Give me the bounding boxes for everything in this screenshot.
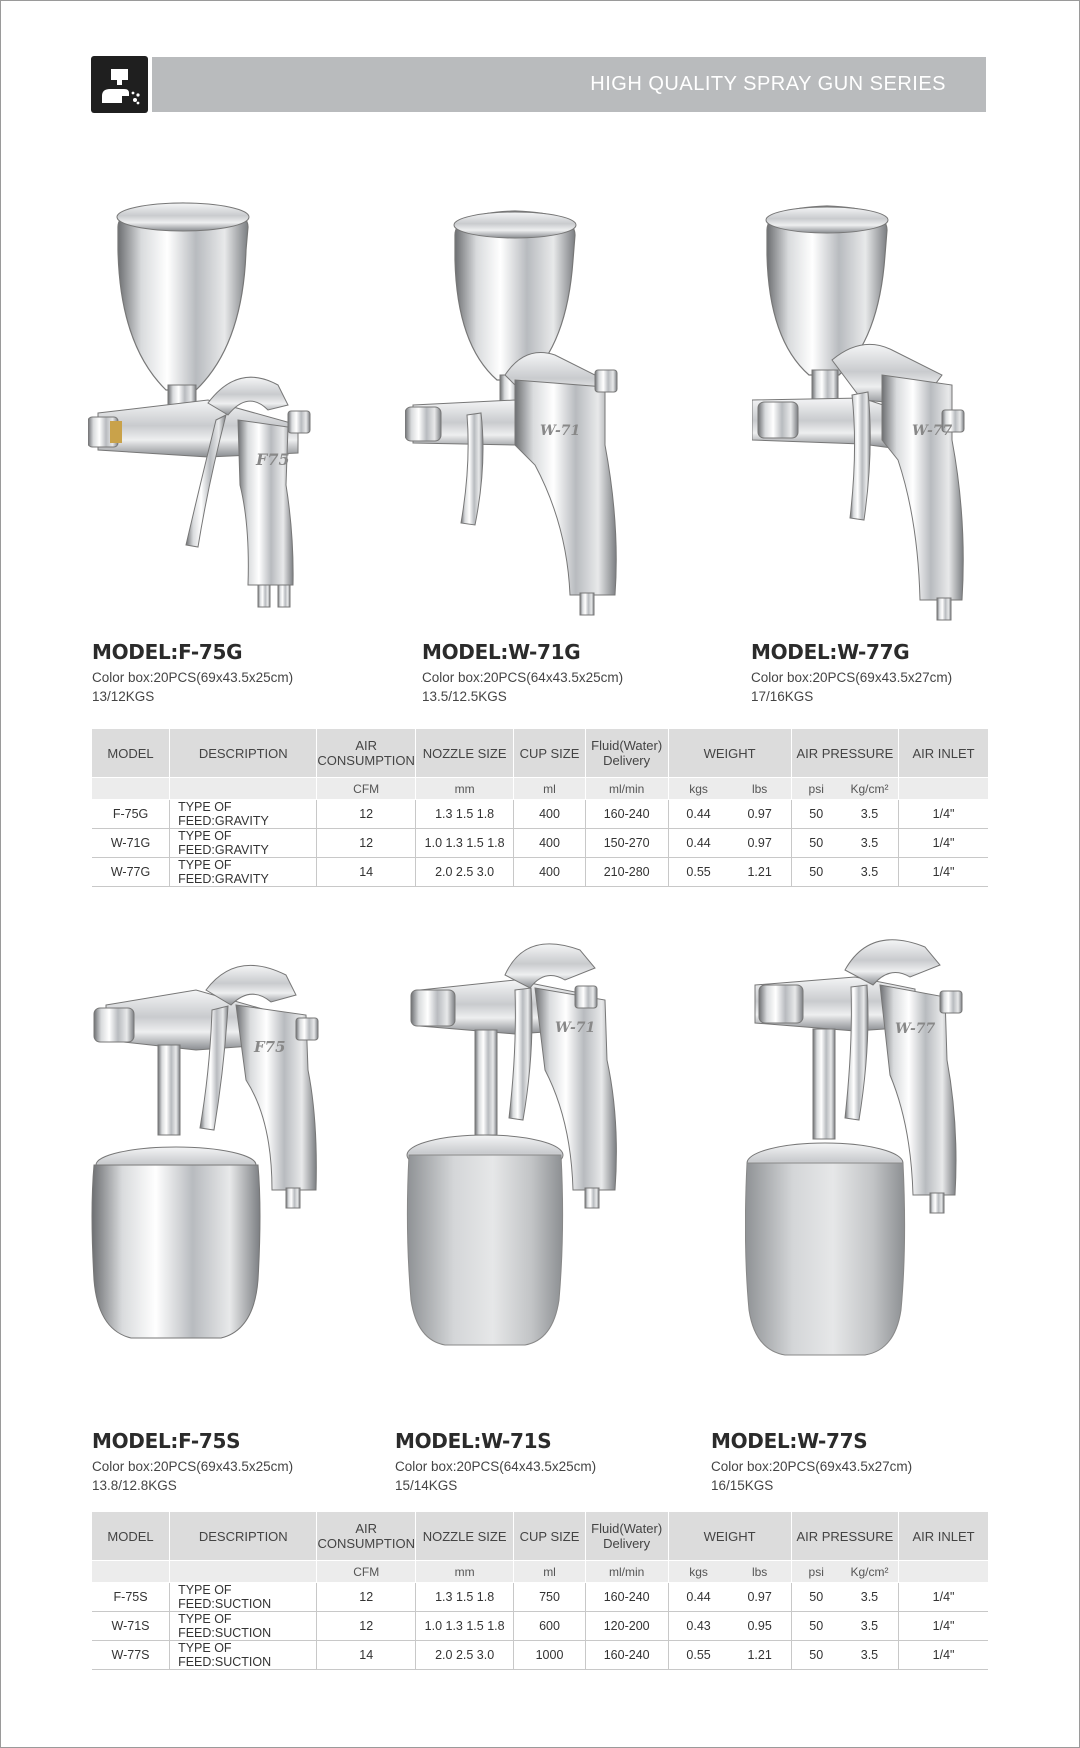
model-caption <box>751 640 952 705</box>
column-header: NOZZLE SIZE <box>415 729 513 778</box>
model-name: MODEL:F-75G <box>92 640 243 664</box>
model-name: MODEL:W-71G <box>422 640 581 664</box>
unit-cell: psi <box>791 1561 841 1583</box>
table-cell: 160-240 <box>585 800 668 829</box>
table-cell: W-71S <box>92 1612 170 1641</box>
table-cell: 3.5 <box>841 1641 899 1670</box>
table-cell: TYPE OF FEED:GRAVITY <box>170 858 317 887</box>
spray-gun-image <box>86 950 346 1395</box>
packing-info: Color box:20PCS(69x43.5x25cm) <box>92 670 294 685</box>
unit-cell: ml <box>514 1561 585 1583</box>
table-cell: 1/4" <box>899 829 988 858</box>
column-header: AIR CONSUMPTION <box>317 1512 416 1561</box>
table-cell: 1.21 <box>729 858 792 887</box>
gravity-spec-table <box>92 729 988 887</box>
table-cell: W-71G <box>92 829 170 858</box>
column-header: NOZZLE SIZE <box>415 1512 513 1561</box>
unit-cell: lbs <box>729 1561 792 1583</box>
table-cell: 1/4" <box>899 800 988 829</box>
gross-net-weight: 15/14KGS <box>395 1478 458 1493</box>
unit-cell <box>170 1561 317 1583</box>
column-header: CUP SIZE <box>514 729 585 778</box>
table-cell: 0.44 <box>668 829 729 858</box>
table-cell: 1.21 <box>729 1641 792 1670</box>
unit-cell <box>899 778 988 800</box>
table-cell: W-77G <box>92 858 170 887</box>
table-cell: 1/4" <box>899 1583 988 1612</box>
table-cell: 12 <box>317 1612 416 1641</box>
table-cell: TYPE OF FEED:SUCTION <box>170 1612 317 1641</box>
packing-info: Color box:20PCS(64x43.5x25cm) <box>422 670 624 685</box>
spray-logo-icon <box>91 56 148 113</box>
table-cell: 1.3 1.5 1.8 <box>415 1583 513 1612</box>
table-cell: 0.97 <box>729 829 792 858</box>
unit-cell <box>92 778 170 800</box>
unit-cell: ml/min <box>585 778 668 800</box>
svg-text:W-77: W-77 <box>895 1021 936 1037</box>
table-cell: 3.5 <box>841 829 899 858</box>
unit-row <box>92 1561 988 1583</box>
table-cell: 2.0 2.5 3.0 <box>415 858 513 887</box>
model-name: MODEL:W-71S <box>395 1429 552 1453</box>
table-cell: 3.5 <box>841 800 899 829</box>
suction-spec-table <box>92 1512 988 1670</box>
column-header: MODEL <box>92 729 170 778</box>
table-cell: 14 <box>317 858 416 887</box>
column-header: Fluid(Water) Delivery <box>585 1512 668 1561</box>
unit-cell <box>899 1561 988 1583</box>
table-cell: 50 <box>791 1612 841 1641</box>
column-header: AIR PRESSURE <box>791 1512 899 1561</box>
table-cell: 150-270 <box>585 829 668 858</box>
column-header: WEIGHT <box>668 1512 791 1561</box>
packing-info: Color box:20PCS(64x43.5x25cm) <box>395 1459 597 1474</box>
unit-cell <box>92 1561 170 1583</box>
column-header: DESCRIPTION <box>170 729 317 778</box>
table-cell: 0.55 <box>668 858 729 887</box>
unit-cell: ml <box>514 778 585 800</box>
column-header: CUP SIZE <box>514 1512 585 1561</box>
table-cell: 120-200 <box>585 1612 668 1641</box>
spray-gun-image <box>752 200 1002 635</box>
model-caption <box>395 1429 596 1494</box>
model-name: MODEL:W-77S <box>711 1429 868 1453</box>
table-cell: 12 <box>317 800 416 829</box>
gross-net-weight: 17/16KGS <box>751 689 814 704</box>
table-cell: 14 <box>317 1641 416 1670</box>
table-cell: 400 <box>514 829 585 858</box>
gross-net-weight: 13/12KGS <box>92 689 155 704</box>
table-cell: 1/4" <box>899 1612 988 1641</box>
column-header: AIR INLET <box>899 1512 988 1561</box>
table-cell: 0.97 <box>729 1583 792 1612</box>
gross-net-weight: 13.8/12.8KGS <box>92 1478 177 1493</box>
unit-cell: kgs <box>668 778 729 800</box>
unit-cell: lbs <box>729 778 792 800</box>
table-cell: 12 <box>317 1583 416 1612</box>
column-header: Fluid(Water) Delivery <box>585 729 668 778</box>
table-cell: 160-240 <box>585 1583 668 1612</box>
table-cell: F-75G <box>92 800 170 829</box>
svg-text:W-77: W-77 <box>912 423 953 439</box>
table-cell: 50 <box>791 829 841 858</box>
svg-text:W-71: W-71 <box>540 423 581 439</box>
unit-cell: psi <box>791 778 841 800</box>
table-cell: 0.44 <box>668 800 729 829</box>
unit-row <box>92 778 988 800</box>
table-cell: 12 <box>317 829 416 858</box>
unit-cell: CFM <box>317 1561 416 1583</box>
column-header: AIR CONSUMPTION <box>317 729 416 778</box>
table-row <box>92 800 988 829</box>
table-cell: 3.5 <box>841 1583 899 1612</box>
table-row <box>92 1612 988 1641</box>
unit-cell: Kg/cm² <box>841 778 899 800</box>
packing-info: Color box:20PCS(69x43.5x27cm) <box>751 670 953 685</box>
table-cell: 210-280 <box>585 858 668 887</box>
table-cell: 1/4" <box>899 858 988 887</box>
model-caption <box>92 640 293 705</box>
table-cell: 1/4" <box>899 1641 988 1670</box>
table-row <box>92 1583 988 1612</box>
gross-net-weight: 13.5/12.5KGS <box>422 689 507 704</box>
table-cell: 0.43 <box>668 1612 729 1641</box>
table-cell: F-75S <box>92 1583 170 1612</box>
table-cell: 2.0 2.5 3.0 <box>415 1641 513 1670</box>
svg-text:F75: F75 <box>254 1038 286 1056</box>
spray-gun-image <box>88 195 338 640</box>
table-cell: TYPE OF FEED:SUCTION <box>170 1641 317 1670</box>
packing-info: Color box:20PCS(69x43.5x27cm) <box>711 1459 913 1474</box>
table-cell: 0.97 <box>729 800 792 829</box>
table-cell: 1.0 1.3 1.5 1.8 <box>415 1612 513 1641</box>
table-cell: 600 <box>514 1612 585 1641</box>
model-caption <box>711 1429 912 1494</box>
table-cell: 50 <box>791 1583 841 1612</box>
svg-text:F75: F75 <box>256 450 290 469</box>
model-name: MODEL:W-77G <box>751 640 910 664</box>
column-header: WEIGHT <box>668 729 791 778</box>
table-row <box>92 1641 988 1670</box>
table-cell: 1.3 1.5 1.8 <box>415 800 513 829</box>
spray-gun-image <box>405 930 665 1405</box>
table-row <box>92 858 988 887</box>
table-cell: 400 <box>514 858 585 887</box>
unit-cell <box>170 778 317 800</box>
table-cell: 50 <box>791 800 841 829</box>
unit-cell: kgs <box>668 1561 729 1583</box>
model-caption <box>422 640 623 705</box>
table-cell: 3.5 <box>841 858 899 887</box>
table-cell: 160-240 <box>585 1641 668 1670</box>
unit-cell: Kg/cm² <box>841 1561 899 1583</box>
svg-text:W-71: W-71 <box>555 1020 596 1036</box>
column-header: MODEL <box>92 1512 170 1561</box>
unit-cell: ml/min <box>585 1561 668 1583</box>
page-title: HIGH QUALITY SPRAY GUN SERIES <box>590 73 946 95</box>
spray-gun-image <box>405 205 655 630</box>
unit-cell: mm <box>415 1561 513 1583</box>
column-header: DESCRIPTION <box>170 1512 317 1561</box>
spray-gun-image <box>745 925 1005 1410</box>
unit-cell: CFM <box>317 778 416 800</box>
model-caption <box>92 1429 293 1494</box>
model-name: MODEL:F-75S <box>92 1429 241 1453</box>
table-cell: 50 <box>791 858 841 887</box>
column-header: AIR INLET <box>899 729 988 778</box>
header-bar <box>152 57 986 112</box>
table-cell: 3.5 <box>841 1612 899 1641</box>
table-header-row <box>92 1512 988 1561</box>
gross-net-weight: 16/15KGS <box>711 1478 774 1493</box>
table-cell: TYPE OF FEED:GRAVITY <box>170 829 317 858</box>
table-header-row <box>92 729 988 778</box>
table-cell: 0.95 <box>729 1612 792 1641</box>
table-cell: 1.0 1.3 1.5 1.8 <box>415 829 513 858</box>
unit-cell: mm <box>415 778 513 800</box>
packing-info: Color box:20PCS(69x43.5x25cm) <box>92 1459 294 1474</box>
table-cell: 400 <box>514 800 585 829</box>
table-cell: 0.44 <box>668 1583 729 1612</box>
table-cell: 0.55 <box>668 1641 729 1670</box>
table-cell: W-77S <box>92 1641 170 1670</box>
table-cell: 1000 <box>514 1641 585 1670</box>
table-cell: TYPE OF FEED:GRAVITY <box>170 800 317 829</box>
table-cell: 750 <box>514 1583 585 1612</box>
table-row <box>92 829 988 858</box>
table-cell: 50 <box>791 1641 841 1670</box>
column-header: AIR PRESSURE <box>791 729 899 778</box>
table-cell: TYPE OF FEED:SUCTION <box>170 1583 317 1612</box>
